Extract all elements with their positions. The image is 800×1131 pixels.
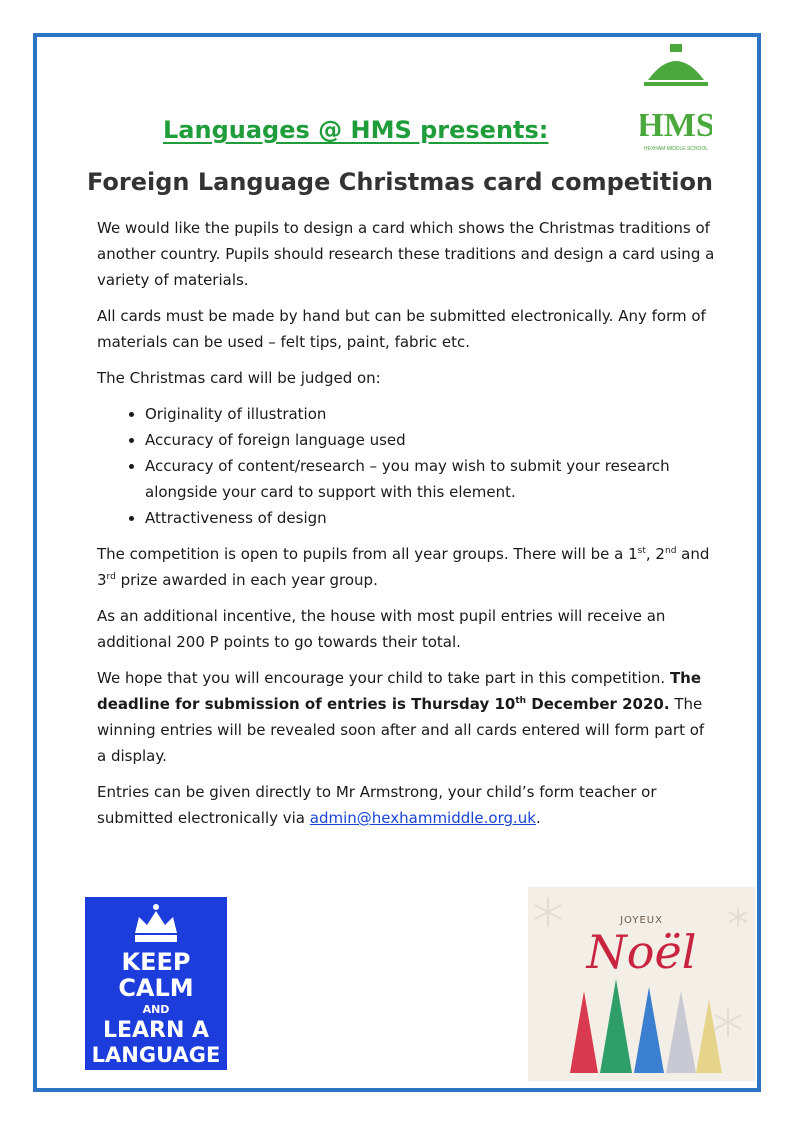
intro-paragraph: We would like the pupils to design a card which shows the Christmas traditions of another country. Pupils should research these traditions and design a card using a variety of materials. — [97, 219, 715, 289]
poster-line-5: LANGUAGE — [91, 1043, 221, 1067]
poster-line-3: AND — [142, 1003, 170, 1016]
presents-heading: Languages @ HMS presents: — [163, 116, 549, 144]
entries-paragraph — [97, 779, 717, 831]
poster-line-2: CALM — [118, 974, 194, 1002]
school-logo — [640, 44, 712, 156]
deadline-bold: December 2020. — [526, 695, 670, 713]
list-item: • Attractiveness of design — [145, 505, 717, 531]
page-title: Foreign Language Christmas card competition — [86, 168, 714, 196]
deadline-text: The winning entries will be revealed soon after and all cards entered will form part of a display. — [97, 695, 705, 765]
incentive-paragraph: As an additional incentive, the house with most pupil entries will receive an additional 200 P points to go towards their total. — [97, 607, 666, 651]
poster-line-4: LEARN A — [102, 1018, 210, 1043]
sup-nd: nd — [664, 546, 677, 556]
noel-card-image — [528, 887, 755, 1081]
keep-calm-poster — [85, 897, 227, 1070]
deadline-text: We hope that you will encourage your child to take part in this competition. — [97, 669, 670, 687]
crown-icon — [131, 903, 181, 945]
prizes-text: and 3 — [97, 545, 710, 589]
entries-text: . — [536, 809, 541, 827]
noel-small-text: JOYEUX — [620, 915, 663, 926]
prizes-paragraph — [97, 541, 717, 593]
list-item: • Originality of illustration — [145, 401, 717, 427]
list-item: • Accuracy of content/research – you may wish to submit your research alongside your card to support with this element. — [145, 453, 717, 505]
body-text — [97, 215, 717, 841]
deadline-bold: The deadline for submission of entries is Thursday 10 — [97, 669, 702, 713]
sup-th: th — [515, 696, 527, 706]
sup-st: st — [637, 546, 646, 556]
prizes-text: , 2 — [645, 545, 665, 563]
judging-intro: The Christmas card will be judged on: — [97, 369, 381, 387]
prizes-text: prize awarded in each year group. — [115, 571, 378, 589]
noel-word: Noël — [586, 925, 697, 979]
logo-school-name: HEXHAM MIDDLE SCHOOL — [643, 146, 709, 152]
criteria-list — [97, 401, 717, 531]
entries-text: Entries can be given directly to Mr Armstrong, your child’s form teacher or submitted electronically via — [97, 783, 657, 827]
sup-rd: rd — [106, 572, 116, 582]
materials-paragraph: All cards must be made by hand but can be submitted electronically. Any form of materials can be used – felt tips, paint, fabric etc. — [97, 307, 706, 351]
deadline-paragraph — [97, 665, 717, 769]
poster-line-1: KEEP — [121, 948, 191, 976]
list-item: • Accuracy of foreign language used — [145, 427, 717, 453]
logo-text: HMS — [640, 107, 712, 144]
email-link[interactable]: admin@hexhammiddle.org.uk — [309, 809, 536, 827]
prizes-text: The competition is open to pupils from all year groups. There will be a 1 — [97, 545, 638, 563]
